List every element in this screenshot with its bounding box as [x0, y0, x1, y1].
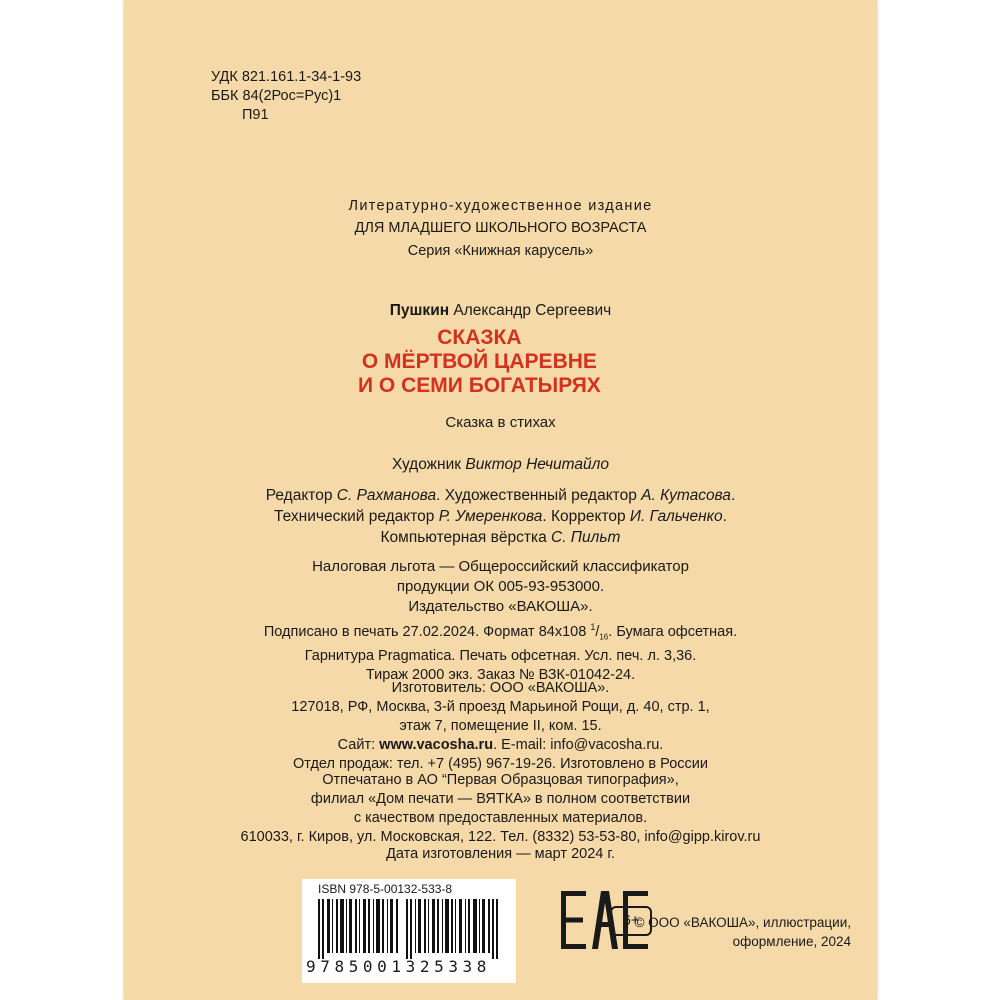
site-label: Сайт:	[337, 737, 376, 753]
title-line-1: СКАЗКА	[437, 326, 522, 349]
copyright-block	[602, 913, 851, 951]
barcode-digits: 9785001325338	[306, 957, 492, 976]
editor-role: Редактор	[265, 487, 333, 504]
print-line-2: Гарнитура Pragmatica. Печать офсетная. Усл. печ. л. 3,36.	[304, 647, 697, 664]
tech-editor-role: Технический редактор	[274, 508, 435, 525]
book-title	[358, 326, 601, 398]
manufacturer-contacts	[124, 736, 877, 755]
site-link[interactable]: www.vacosha.ru	[379, 737, 494, 753]
isbn-text: ISBN 978-5-00132-533-8	[318, 882, 453, 896]
edition-type: Литературно-художественное издание	[348, 198, 653, 214]
copyright-line-2: оформление, 2024	[732, 934, 851, 949]
age-rating-badge: 6+	[610, 906, 652, 936]
art-editor-role: . Художественный редактор	[436, 487, 637, 504]
publisher-line: Издательство «ВАКОША».	[408, 598, 593, 615]
series-name: Серия «Книжная карусель»	[407, 243, 594, 259]
title-line-3: И О СЕМИ БОГАТЫРЯХ	[358, 374, 601, 397]
email-text: . E-mail: info@vacosha.ru.	[493, 737, 664, 753]
manufacturer-block	[124, 679, 877, 774]
illustrator-name: Виктор Нечитайло	[465, 456, 610, 473]
tax-line-2: продукции ОК 005-93-953000.	[396, 578, 605, 595]
manufacture-date: Дата изготовления — март 2024 г.	[386, 846, 615, 862]
age-group: ДЛЯ МЛАДШЕГО ШКОЛЬНОГО ВОЗРАСТА	[354, 220, 647, 236]
book-back-page	[124, 0, 877, 1000]
paper-type: . Бумага офсетная.	[608, 623, 738, 640]
printer-address: 610033, г. Киров, ул. Московская, 122. Тел. (8332) 53-53-80, info@gipp.kirov.ru	[240, 829, 761, 845]
printer-line-1: Отпечатано в АО “Первая Образцовая типография»,	[322, 772, 679, 788]
print-signed-format: Подписано в печать 27.02.2024. Формат 84x108	[263, 623, 587, 640]
printer-block	[124, 771, 877, 847]
tech-editor-name: Р. Умеренкова	[438, 508, 543, 525]
credits-line-3	[124, 527, 877, 548]
printer-line-2: филиал «Дом печати — ВЯТКА» в полном соответствии	[310, 791, 691, 807]
author-given-name: Александр Сергеевич	[453, 302, 612, 319]
corrector-role: . Корректор	[542, 508, 626, 525]
illustrator-line	[124, 456, 877, 474]
illustrator-role: Художник	[391, 456, 462, 473]
tax-line-1: Налоговая льгота — Общероссийский классификатор	[312, 558, 689, 575]
barcode-icon	[318, 899, 502, 959]
credits-punct-1: .	[730, 487, 736, 504]
printer-line-3: с качеством предоставленных материалов.	[353, 810, 648, 826]
bbk-code: ББК 84(2Рос=Рус)1	[211, 88, 342, 104]
manufacturer-address-1: 127018, РФ, Москва, 3-й проезд Марьиной Рощи, д. 40, стр. 1,	[291, 699, 710, 715]
author-line	[124, 302, 877, 320]
credits-punct-2: .	[722, 508, 727, 525]
layout-name: С. Пильт	[551, 529, 621, 546]
print-info-block	[124, 618, 877, 685]
udk-code: УДК 821.161.1-34-1-93	[211, 69, 362, 85]
format-fraction-denominator: 16	[599, 632, 609, 642]
print-run-line: Тираж 2000 экз. Заказ № ВЗК-01042-24.	[365, 666, 636, 683]
format-fraction-numerator: 1	[590, 622, 596, 632]
title-line-2: О МЁРТВОЙ ЦАРЕВНЕ	[361, 350, 597, 373]
credits-block	[124, 485, 877, 548]
credits-line-2	[124, 506, 877, 527]
manufacturer-address-2: этаж 7, помещение II, ком. 15.	[399, 718, 602, 734]
book-subtitle: Сказка в стихах	[445, 414, 556, 431]
credits-line-1	[124, 485, 877, 506]
barcode-panel	[302, 879, 516, 983]
tax-block	[124, 557, 877, 617]
layout-role: Компьютерная вёрстка	[380, 529, 547, 546]
copyright-line-1: © ООО «ВАКОША», иллюстрации,	[634, 915, 851, 930]
author-surname: Пушкин	[389, 302, 450, 319]
manufacturer-line: Изготовитель: ООО «ВАКОША».	[391, 680, 610, 696]
corrector-name: И. Гальченко	[629, 508, 723, 525]
format-fraction-separator: /	[595, 623, 600, 640]
author-mark-code: П91	[242, 107, 269, 123]
sales-line: Отдел продаж: тел. +7 (495) 967-19-26. Изготовлено в России	[293, 756, 708, 772]
editor-name: С. Рахманова	[336, 487, 437, 504]
art-editor-name: А. Кутасова	[641, 487, 731, 504]
print-line-1	[124, 618, 877, 647]
